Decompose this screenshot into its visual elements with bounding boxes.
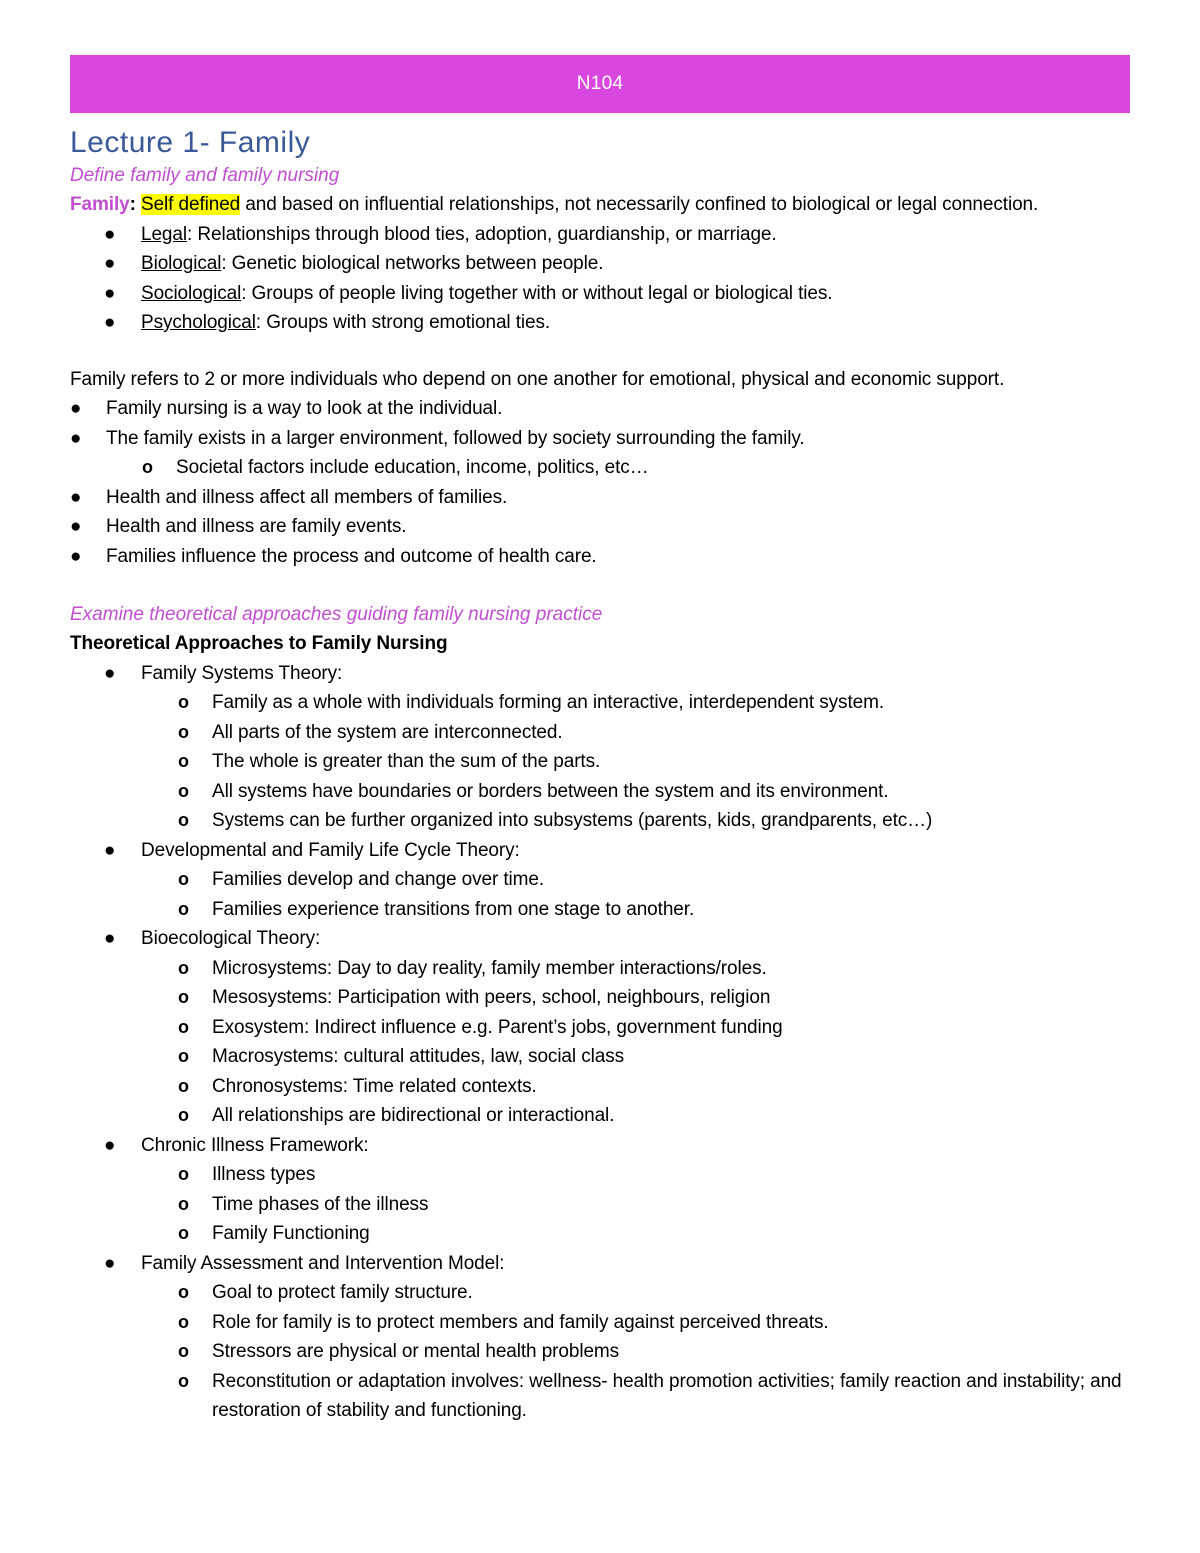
list-item xyxy=(70,1072,1130,1102)
list-item xyxy=(70,688,1130,718)
theory-name: Family Systems Theory: xyxy=(141,662,343,684)
list-item xyxy=(70,1042,1130,1072)
family-refers-paragraph: Family refers to 2 or more individuals who depend on one another for emotional, physical and economic support. xyxy=(70,368,1005,390)
item-text: Reconstitution or adaptation involves: wellness- health promotion activities; family reaction and instability; and restoration of stability and functioning. xyxy=(212,1370,1122,1421)
item-text: All parts of the system are interconnected. xyxy=(212,721,563,743)
list-item xyxy=(70,718,1130,748)
list-item xyxy=(70,512,1130,542)
list-item xyxy=(70,954,1130,984)
theory-item xyxy=(70,836,1130,866)
list-item xyxy=(70,1367,1130,1426)
bullet-icon: ● xyxy=(70,545,82,567)
point-text: Health and illness are family events. xyxy=(106,516,407,537)
type-term: Biological xyxy=(141,253,222,274)
list-item xyxy=(70,394,1130,424)
list-item xyxy=(70,1013,1130,1043)
bullet-icon: ● xyxy=(104,1134,116,1156)
circle-bullet-icon: o xyxy=(178,1370,189,1391)
list-item xyxy=(70,453,1130,483)
list-item xyxy=(70,1190,1130,1220)
theory-item xyxy=(70,659,1130,689)
circle-bullet-icon: o xyxy=(178,1193,189,1214)
theory-list xyxy=(70,836,1130,866)
list-item xyxy=(70,483,1130,513)
item-text: Exosystem: Indirect influence e.g. Parent’s jobs, government funding xyxy=(212,1016,783,1038)
family-types-list xyxy=(70,220,1130,338)
bullet-icon: ● xyxy=(70,516,82,537)
theory-list xyxy=(70,1249,1130,1279)
item-text: All systems have boundaries or borders between the system and its environment. xyxy=(212,780,889,802)
list-item xyxy=(70,279,1130,309)
theory-item xyxy=(70,1249,1130,1279)
theory-name: Bioecological Theory: xyxy=(141,928,321,949)
circle-bullet-icon: o xyxy=(178,810,189,830)
list-item xyxy=(70,542,1130,572)
point-text: Health and illness affect all members of families. xyxy=(106,486,508,508)
list-item xyxy=(70,1160,1130,1190)
item-text: Time phases of the illness xyxy=(212,1193,429,1215)
item-text: Illness types xyxy=(212,1164,316,1185)
point-text: The family exists in a larger environment, followed by society surrounding the family. xyxy=(106,427,805,449)
item-text: Mesosystems: Participation with peers, school, neighbours, religion xyxy=(212,987,771,1008)
theory-list xyxy=(70,1131,1130,1161)
list-item xyxy=(70,1308,1130,1338)
list-item xyxy=(70,1337,1130,1367)
bullet-icon: ● xyxy=(104,928,116,949)
family-points-list xyxy=(70,394,1130,453)
family-colon: : xyxy=(129,194,141,215)
circle-bullet-icon: o xyxy=(178,1164,189,1184)
point-text: Family nursing is a way to look at the individual. xyxy=(106,398,503,419)
theory-subitems xyxy=(70,1160,1130,1249)
family-points-list-2 xyxy=(70,483,1130,572)
bullet-icon: ● xyxy=(70,486,82,508)
bullet-icon: ● xyxy=(104,839,116,861)
list-item xyxy=(70,747,1130,777)
list-item xyxy=(70,308,1130,338)
theory-name: Family Assessment and Intervention Model: xyxy=(141,1252,505,1274)
theory-item xyxy=(70,924,1130,954)
circle-bullet-icon: o xyxy=(178,1075,189,1096)
self-defined-highlight: Self defined xyxy=(141,194,241,215)
item-text: Chronosystems: Time related contexts. xyxy=(212,1075,537,1097)
circle-bullet-icon: o xyxy=(178,1282,189,1302)
circle-bullet-icon: o xyxy=(178,1223,189,1243)
list-item xyxy=(70,1278,1130,1308)
circle-bullet-icon: o xyxy=(178,898,189,919)
bullet-icon: ● xyxy=(104,662,116,684)
item-text: Stressors are physical or mental health problems xyxy=(212,1341,620,1362)
theory-item xyxy=(70,1131,1130,1161)
theory-subitems xyxy=(70,865,1130,924)
bullet-icon: ● xyxy=(104,223,116,245)
theory-list xyxy=(70,924,1130,954)
family-term: Family xyxy=(70,194,130,215)
bullet-icon: ● xyxy=(104,282,116,304)
item-text: Families develop and change over time. xyxy=(212,869,545,890)
type-text: : Genetic biological networks between people. xyxy=(221,253,604,274)
theory-subitems xyxy=(70,1278,1130,1426)
list-item xyxy=(70,424,1130,454)
item-text: Macrosystems: cultural attitudes, law, social class xyxy=(212,1046,624,1067)
course-code: N104 xyxy=(576,73,624,94)
circle-bullet-icon: o xyxy=(178,987,189,1007)
theory-subitems xyxy=(70,688,1130,836)
bullet-icon: ● xyxy=(104,1252,116,1274)
circle-bullet-icon: o xyxy=(178,1311,189,1332)
bullet-icon: ● xyxy=(104,312,116,333)
bullet-icon: ● xyxy=(70,427,82,449)
list-item xyxy=(70,806,1130,836)
list-item xyxy=(70,1219,1130,1249)
circle-bullet-icon: o xyxy=(178,1341,189,1361)
family-definition xyxy=(70,191,1130,220)
circle-bullet-icon: o xyxy=(178,957,189,978)
definition-rest: and based on influential relationships, not necessarily confined to biological or legal connection. xyxy=(240,194,1039,215)
list-item xyxy=(70,983,1130,1013)
spacer xyxy=(70,571,1130,600)
list-item xyxy=(70,220,1130,250)
item-text: Goal to protect family structure. xyxy=(212,1282,473,1303)
circle-bullet-icon: o xyxy=(178,780,189,801)
type-text: : Relationships through blood ties, adoption, guardianship, or marriage. xyxy=(187,223,777,245)
circle-bullet-icon: o xyxy=(142,457,153,477)
list-item xyxy=(70,865,1130,895)
type-text: : Groups of people living together with or without legal or biological ties. xyxy=(241,282,833,304)
item-text: All relationships are bidirectional or interactional. xyxy=(212,1105,615,1126)
type-term: Psychological xyxy=(141,312,256,333)
theory-name: Developmental and Family Life Cycle Theory: xyxy=(141,839,520,861)
item-text: Family Functioning xyxy=(212,1223,370,1244)
item-text: Microsystems: Day to day reality, family member interactions/roles. xyxy=(212,957,767,979)
circle-bullet-icon: o xyxy=(178,869,189,889)
bullet-icon: ● xyxy=(104,253,116,274)
theory-name: Chronic Illness Framework: xyxy=(141,1134,369,1156)
theory-subitems xyxy=(70,954,1130,1131)
theory-list xyxy=(70,659,1130,689)
family-subpoints-list xyxy=(70,453,1130,483)
item-text: Systems can be further organized into subsystems (parents, kids, grandparents, etc…) xyxy=(212,810,933,831)
spacer xyxy=(70,338,1130,366)
item-text: The whole is greater than the sum of the parts. xyxy=(212,751,601,772)
subpoint-text: Societal factors include education, income, politics, etc… xyxy=(176,457,649,478)
circle-bullet-icon: o xyxy=(178,751,189,771)
circle-bullet-icon: o xyxy=(178,1105,189,1125)
type-term: Sociological xyxy=(141,282,242,304)
circle-bullet-icon: o xyxy=(178,721,189,742)
circle-bullet-icon: o xyxy=(178,1016,189,1037)
circle-bullet-icon: o xyxy=(178,692,189,712)
bullet-icon: ● xyxy=(70,398,82,419)
section1-subhead: Define family and family nursing xyxy=(70,165,340,186)
theories-list xyxy=(70,659,1130,1426)
list-item xyxy=(70,777,1130,807)
section2-heading: Theoretical Approaches to Family Nursing xyxy=(70,633,448,654)
point-text: Families influence the process and outcome of health care. xyxy=(106,545,597,567)
circle-bullet-icon: o xyxy=(178,1046,189,1066)
list-item xyxy=(70,895,1130,925)
item-text: Role for family is to protect members and family against perceived threats. xyxy=(212,1311,829,1333)
page-title: Lecture 1- Family xyxy=(70,126,311,159)
header-band xyxy=(70,55,1130,113)
type-text: : Groups with strong emotional ties. xyxy=(255,312,551,333)
list-item xyxy=(70,1101,1130,1131)
document-page xyxy=(70,55,1130,1426)
list-item xyxy=(70,249,1130,279)
item-text: Family as a whole with individuals forming an interactive, interdependent system. xyxy=(212,692,885,713)
item-text: Families experience transitions from one stage to another. xyxy=(212,898,695,920)
type-term: Legal xyxy=(141,223,187,245)
section2-subhead: Examine theoretical approaches guiding family nursing practice xyxy=(70,604,603,625)
